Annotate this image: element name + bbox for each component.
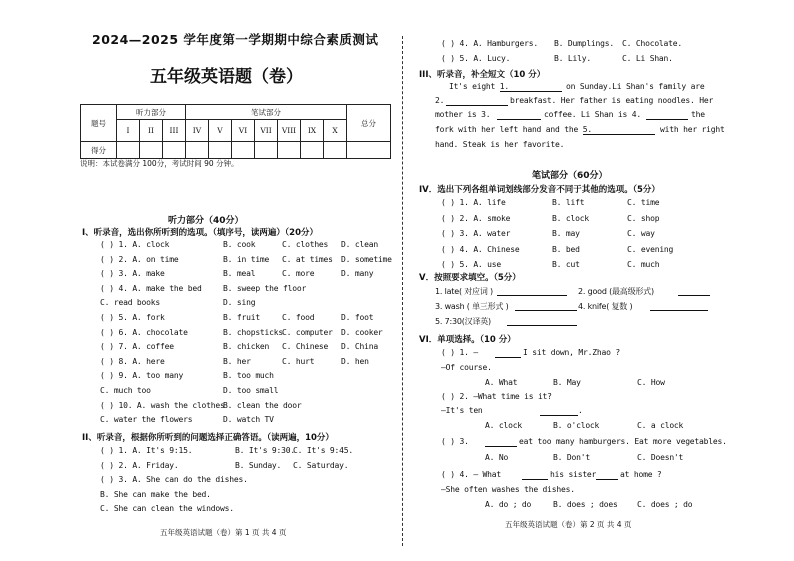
sec1-option-d: D. hen (341, 356, 369, 366)
mc-option: B. does ; does (553, 500, 618, 509)
score-col: IV (186, 120, 209, 142)
answer-blank[interactable] (646, 119, 688, 120)
mc-question: eat too many hamburgers. Eat more vegetables. (519, 437, 727, 446)
score-cell[interactable] (255, 142, 278, 159)
score-col: III (163, 120, 186, 142)
sec2-option-b: B. It's 9:30. (235, 446, 296, 455)
mc-option: B. o'clock (553, 421, 600, 430)
score-cell[interactable] (186, 142, 209, 159)
cloze-text: on Sunday.Li Shan's family are (566, 82, 705, 91)
fill-question: 3. wash ( 单三形式 ) (435, 302, 509, 311)
sec1-question: ( ) 5. A. fork (100, 313, 165, 322)
mc-question: —She often washes the dishes. (441, 485, 575, 494)
sec2-question: ( ) 1. A. It's 9:15. (100, 446, 193, 455)
sec1-question: ( ) 7. A. coffee (100, 342, 174, 352)
answer-blank[interactable] (446, 105, 508, 106)
cloze-text: 2. (435, 96, 445, 105)
score-cell[interactable] (301, 142, 324, 159)
exam-subtitle: 五年级英语题（卷） (150, 67, 303, 87)
phonics-option-b: B. lift (552, 198, 585, 207)
mc-option: A. No (485, 453, 509, 462)
score-table-total: 总分 (347, 105, 391, 142)
answer-blank[interactable] (495, 357, 521, 358)
mc-question: ( ) 1. — (441, 348, 478, 357)
sec1-option-c: C. at times (282, 254, 333, 264)
sec3-heading: III、听录音，补全短文（10 分） (419, 70, 546, 80)
listen-option-c: C. Chocolate. (622, 39, 683, 48)
phonics-option-c: C. way (627, 229, 655, 238)
sec2-option-c: C. Saturday. (293, 460, 349, 470)
answer-blank[interactable] (497, 119, 541, 120)
sec5-heading: V．按照要求填空。（5分） (419, 273, 521, 283)
phonics-option-c: C. shop (627, 213, 660, 223)
score-cell[interactable] (278, 142, 301, 159)
sec1-option-b: D. watch TV (223, 415, 274, 425)
mc-question: —Of course. (441, 363, 492, 372)
sec4-heading: IV．选出下列各组单词划线部分发音不同于其他的选项。（5分） (419, 185, 660, 195)
mc-option: B. Don't (553, 453, 590, 462)
listening-heading: 听力部分（40分） (168, 216, 244, 226)
answer-blank[interactable] (507, 325, 577, 326)
sec2-option-b: B. Sunday. (235, 460, 282, 470)
listen-question: ( ) 4. A. Hamburgers. (441, 39, 538, 48)
score-col: X (324, 120, 347, 142)
mc-question: . (578, 406, 583, 415)
score-col: VII (255, 120, 278, 142)
phonics-option-b: B. bed (552, 244, 580, 254)
sec1-option-b: D. too small (223, 386, 279, 395)
answer-blank[interactable] (596, 479, 618, 480)
cloze-text: breakfast. Her father is eating noodles. Her (510, 96, 714, 105)
score-cell[interactable] (324, 142, 347, 159)
mc-option: A. do ; do (485, 500, 532, 509)
listen-option-b: B. Lily. (554, 54, 591, 63)
mc-option: C. does ; do (637, 500, 693, 509)
sec6-heading: VI．单项选择。（10 分） (419, 335, 516, 345)
phonics-question: ( ) 2. A. smoke (441, 213, 511, 223)
answer-blank[interactable] (497, 295, 567, 296)
cloze-text: with her right (660, 125, 725, 134)
sec1-option-b: B. cook (223, 240, 256, 249)
sec1-option-c: C. clothes (282, 240, 329, 249)
sec1-option-b: B. her (223, 356, 251, 366)
cloze-text: the (691, 110, 705, 119)
sec1-question: ( ) 8. A. here (100, 356, 165, 366)
sec1-option-c: C. computer (282, 327, 333, 337)
sec2-question: ( ) 2. A. Friday. (100, 460, 179, 470)
exam-note: 说明：本试卷满分 100分，考试时间 90 分钟。 (80, 159, 239, 168)
cloze-text: coffee. Li Shan is 4. (544, 110, 641, 119)
mc-question: ( ) 3. (441, 437, 469, 446)
mc-question: his sister (550, 470, 597, 479)
sec1-question: C. read books (100, 298, 161, 308)
score-cell[interactable] (209, 142, 232, 159)
answer-blank[interactable] (678, 295, 710, 296)
score-cell[interactable] (140, 142, 163, 159)
mc-option: C. a clock (637, 421, 684, 430)
mc-question: —It's ten (441, 406, 483, 415)
sec1-option-d: D. cooker (341, 327, 383, 337)
score-table-tihao: 题号 (81, 105, 117, 142)
sec2-option-c: C. It's 9:45. (293, 446, 354, 455)
score-table-listening: 听力部分 (117, 105, 186, 120)
sec1-option-b: B. clean the door (223, 400, 302, 410)
score-col: IX (301, 120, 324, 142)
score-col: VI (232, 120, 255, 142)
exam-title: 2024—2025 学年度第一学期期中综合素质测试 (92, 32, 379, 47)
fill-question: 2. good (最高级形式) (578, 287, 654, 296)
footer-right: 五年级英语试题（卷）第 2 页 共 4 页 (505, 520, 632, 529)
cloze-text: fork with her left hand and the 5. (435, 125, 592, 134)
score-cell[interactable] (163, 142, 186, 159)
fill-question: 4. knife( 复数 ) (578, 302, 633, 311)
answer-blank[interactable] (485, 446, 517, 447)
answer-blank[interactable] (583, 134, 655, 135)
written-heading: 笔试部分（60分） (532, 171, 608, 181)
sec1-option-b: B. sweep the floor (223, 283, 307, 293)
sec1-question: ( ) 9. A. too many (100, 371, 184, 381)
sec1-option-d: D. China (341, 342, 378, 352)
phonics-option-c: C. evening (627, 244, 674, 254)
score-table (80, 104, 391, 159)
sec1-question: C. much too (100, 386, 151, 395)
sec1-question: ( ) 4. A. make the bed (100, 283, 202, 293)
score-table-written: 笔试部分 (186, 105, 347, 120)
score-cell[interactable] (117, 142, 140, 159)
page-divider (402, 36, 403, 546)
footer-left: 五年级英语试题（卷）第 1 页 共 4 页 (160, 528, 287, 537)
listen-question: ( ) 5. A. Lucy. (441, 54, 511, 63)
mc-option: B. May (553, 378, 581, 387)
sec1-option-b: B. fruit (223, 313, 260, 322)
sec1-question: ( ) 6. A. chocolate (100, 327, 188, 337)
sec1-question: ( ) 2. A. on time (100, 254, 179, 264)
sec1-option-c: C. hurt (282, 356, 315, 366)
mc-question: ( ) 2. —What time is it? (441, 392, 552, 401)
phonics-option-b: B. may (552, 229, 580, 238)
phonics-question: ( ) 1. A. life (441, 198, 506, 207)
cloze-text: hand. Steak is her favorite. (435, 140, 565, 149)
answer-blank[interactable] (515, 310, 577, 311)
score-col: VIII (278, 120, 301, 142)
score-cell[interactable] (347, 142, 391, 159)
score-cell[interactable] (232, 142, 255, 159)
sec1-option-b: B. chicken (223, 342, 270, 352)
fill-question: 5. 7:30(汉译英) (435, 317, 491, 326)
sec2-heading: II、听录音，根据你所听到的问题选择正确答语。（读两遍，10分） (82, 433, 334, 443)
cloze-text: mother is 3. (435, 110, 491, 119)
answer-blank[interactable] (500, 91, 562, 92)
sec2-question: C. She can clean the windows. (100, 504, 234, 513)
sec1-option-c: C. more (282, 269, 315, 279)
phonics-question: ( ) 4. A. Chinese (441, 244, 520, 254)
mc-option: A. What (485, 378, 518, 387)
sec1-option-d: D. sometime (341, 254, 392, 264)
sec2-question: ( ) 3. A. She can do the dishes. (100, 475, 248, 484)
listen-option-c: C. Li Shan. (622, 54, 673, 63)
score-col: I (117, 120, 140, 142)
sec1-option-c: C. Chinese (282, 342, 329, 352)
sec1-question: ( ) 10. A. wash the clothes (100, 400, 225, 410)
score-table-defen: 得分 (81, 142, 117, 159)
mc-option: C. How (637, 378, 665, 387)
phonics-option-c: C. time (627, 198, 660, 207)
sec1-option-b: B. in time (223, 254, 270, 264)
sec1-option-b: B. chopsticks (223, 327, 284, 337)
sec1-option-b: B. too much (223, 371, 274, 381)
sec1-option-c: C. food (282, 313, 315, 322)
phonics-question: ( ) 5. A. use (441, 260, 502, 269)
mc-question: at home ? (620, 470, 662, 479)
mc-question: ( ) 4. — What (441, 470, 502, 479)
phonics-option-b: B. clock (552, 213, 589, 223)
mc-option: A. clock (485, 421, 522, 430)
score-col: II (140, 120, 163, 142)
sec1-option-d: D. foot (341, 313, 374, 322)
listen-option-b: B. Dumplings. (554, 39, 615, 48)
fill-question: 1. late( 对应词 ) (435, 287, 493, 296)
score-col: V (209, 120, 232, 142)
phonics-option-b: B. cut (552, 260, 580, 269)
cloze-text: It's eight 1. (449, 82, 510, 91)
sec1-question: C. water the flowers (100, 415, 193, 425)
sec1-question: ( ) 3. A. make (100, 269, 165, 279)
sec1-option-d: D. many (341, 269, 374, 279)
sec1-question: ( ) 1. A. clock (100, 240, 170, 249)
sec1-option-b: B. meal (223, 269, 256, 279)
sec1-heading: I、听录音，选出你所听到的选项。（填序号，读两遍）（20分） (82, 228, 318, 238)
mc-option: C. Doesn't (637, 453, 684, 462)
phonics-question: ( ) 3. A. water (441, 229, 511, 238)
sec2-question: B. She can make the bed. (100, 489, 211, 499)
answer-blank[interactable] (650, 310, 708, 311)
mc-question: I sit down, Mr.Zhao ? (523, 348, 620, 357)
sec1-option-d: D. clean (341, 240, 378, 249)
answer-blank[interactable] (540, 415, 578, 416)
phonics-option-c: C. much (627, 260, 660, 269)
sec1-option-b: D. sing (223, 298, 256, 308)
answer-blank[interactable] (522, 479, 548, 480)
